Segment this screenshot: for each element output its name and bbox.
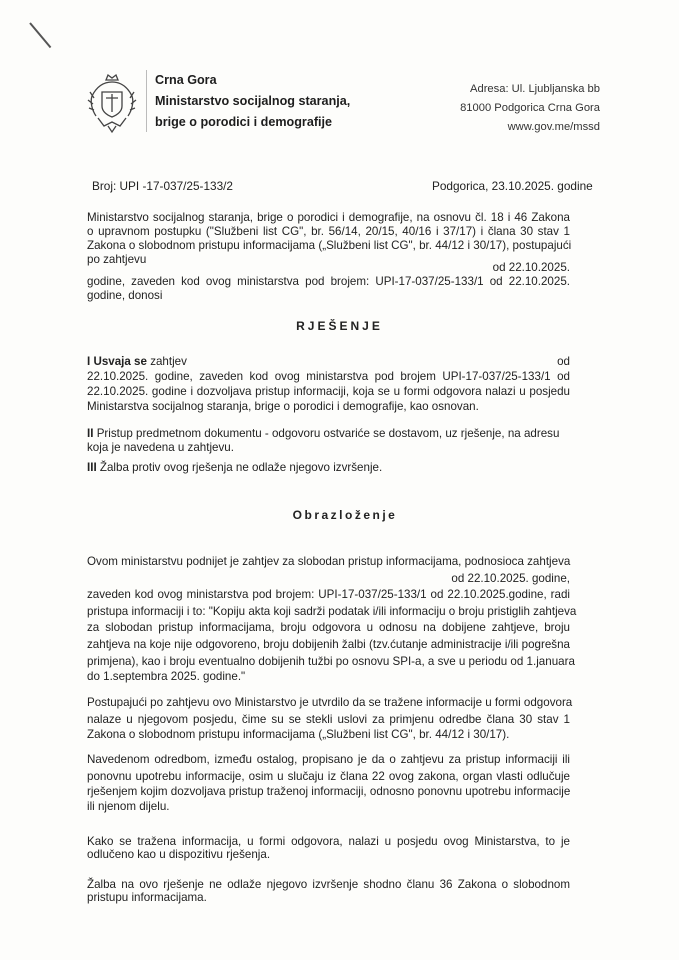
intro-line: po zahtjevu	[87, 253, 147, 266]
reasoning-line: pristupu informacijama.	[87, 891, 207, 904]
intro-line: Ministarstvo socijalnog staranja, brige o porodici i demografije, na osnovu čl. 18 i 46 Zakona	[87, 211, 570, 224]
intro-line: godine, donosi	[87, 289, 163, 302]
reasoning-line: rješenjem kojim dozvoljava pristup traženoj informaciji, odnosno ponovnu upotrebu informacije	[87, 785, 571, 798]
reasoning-line: Kako se tražena informacija, u formi odgovora, nalazi u posjedu ovog Ministarstva, to je	[87, 835, 570, 848]
address-line1: Adresa: Ul. Ljubljanska bb	[470, 83, 600, 95]
decision-item-3-text: Žalba protiv ovog rješenja ne odlaže njegovo izvršenje.	[99, 461, 383, 474]
decision-line: Ministarstva socijalnog staranja, brige o porodici i demografije, kao osnovan.	[87, 400, 479, 413]
decision-item-1-end: od	[557, 355, 570, 368]
decision-title: RJEŠENJE	[296, 319, 383, 333]
reasoning-line: nalaze u njegovom posjedu, čime su se stekli uslovi za primjenu odredbe člana 30 stav 1	[87, 713, 570, 726]
decision-line: 22.10.2025. godine i dozvoljava pristup informaciji, koja se u formi odgovora nalazi u posjedu	[87, 385, 570, 398]
ministry-name-line2: brige o porodici i demografije	[155, 115, 333, 129]
reasoning-line: Ovom ministarstvu podnijet je zahtjev za slobodan pristup informacijama, podnosioca zahtjeva	[87, 555, 571, 568]
reasoning-line: Žalba na ovo rješenje ne odlaže njegovo izvršenje shodno članu 36 Zakona o slobodnom	[87, 878, 570, 891]
decision-item-1-label: I Usvaja se	[87, 355, 147, 368]
reasoning-line: do 1.septembra 2025. godine."	[87, 670, 246, 683]
pen-mark	[29, 22, 51, 48]
reasoning-line: ili njenom dijelu.	[87, 800, 170, 813]
reasoning-line: Postupajući po zahtjevu ovo Ministarstvo je utvrdilo da se tražene informacije u formi odgovora	[87, 696, 573, 709]
decision-line: koja je navedena u zahtjevu.	[87, 441, 234, 454]
reasoning-line: zaveden kod ovog ministarstva pod brojem: UPI-17-037/25-133/1 od 22.10.2025.godine, radi	[87, 588, 570, 601]
intro-line: Zakona o slobodnom pristupu informacijama („Službeni list CG", br. 44/12 i 30/17), postupajući	[87, 239, 572, 252]
decision-item-3	[87, 461, 570, 475]
reference-number: Broj: UPI -17-037/25-133/2	[92, 179, 233, 193]
address-line2: 81000 Podgorica Crna Gora	[460, 102, 600, 114]
intro-line: o upravnom postupku ("Službeni list CG", br. 56/14, 20/15, 40/16 i 37/17) i člana 30 stav 1	[87, 225, 570, 238]
coat-of-arms-icon	[86, 72, 138, 134]
reasoning-title: Obrazloženje	[292, 508, 398, 522]
ministry-name-line1: Ministarstvo socijalnog staranja,	[155, 94, 351, 108]
decision-item-2	[87, 427, 570, 441]
decision-item-2-text: Pristup predmetnom dokumentu - odgovoru ostvariće se dostavom, uz rješenje, na adresu	[96, 427, 560, 440]
reasoning-line: Zakona o slobodnom pristupu informacijama („Službeni list CG", br. 44/12 i 30/17).	[87, 728, 510, 741]
reasoning-line: od 22.10.2025. godine,	[451, 572, 570, 585]
reasoning-line: zahtjeva na koje nije odgovoreno, broju dobijenih žalbi (tzv.ćutanje administracije i/ili pogrešna	[87, 638, 570, 651]
decision-item-1-text: zahtjev	[150, 355, 187, 368]
reasoning-line: pristupa informaciji i to: "Kopiju akta koji sadrži podatak i/ili informaciju o broju pristiglih zahtjeva	[87, 605, 577, 618]
country-name: Crna Gora	[155, 73, 217, 87]
reasoning-line: odlučeno kao u dispozitivu rješenja.	[87, 848, 271, 861]
website-link: www.gov.me/mssd	[507, 121, 600, 133]
decision-item-1	[87, 355, 570, 369]
reasoning-line: Navedenom odredbom, između ostalog, propisano je da o zahtjevu za pristup informaciji ili	[87, 753, 570, 766]
reasoning-line: primjena), kao i broju eventualno dobijenih tužbi po osnovu SPI-a, a sve u periodu od 1.januara	[87, 655, 575, 668]
reasoning-line: za slobodan pristup informacijama, broju odgovora u odnosu na dobijene zahtjeve, broju	[87, 621, 570, 634]
intro-line: od 22.10.2025.	[492, 261, 570, 274]
place-date: Podgorica, 23.10.2025. godine	[432, 179, 593, 193]
decision-item-3-label: III	[87, 461, 97, 474]
header-divider	[146, 70, 147, 132]
decision-line: 22.10.2025. godine, zaveden kod ovog ministarstva pod brojem UPI-17-037/25-133/1 od	[87, 370, 570, 383]
reasoning-line: ponovnu upotrebu informacije, osim u slučaju iz člana 22 ovog zakona, organ vlasti odlučuje	[87, 770, 570, 783]
decision-item-2-label: II	[87, 427, 94, 440]
intro-line: godine, zaveden kod ovog ministarstva pod brojem: UPI-17-037/25-133/1 od 22.10.2025.	[87, 275, 570, 288]
